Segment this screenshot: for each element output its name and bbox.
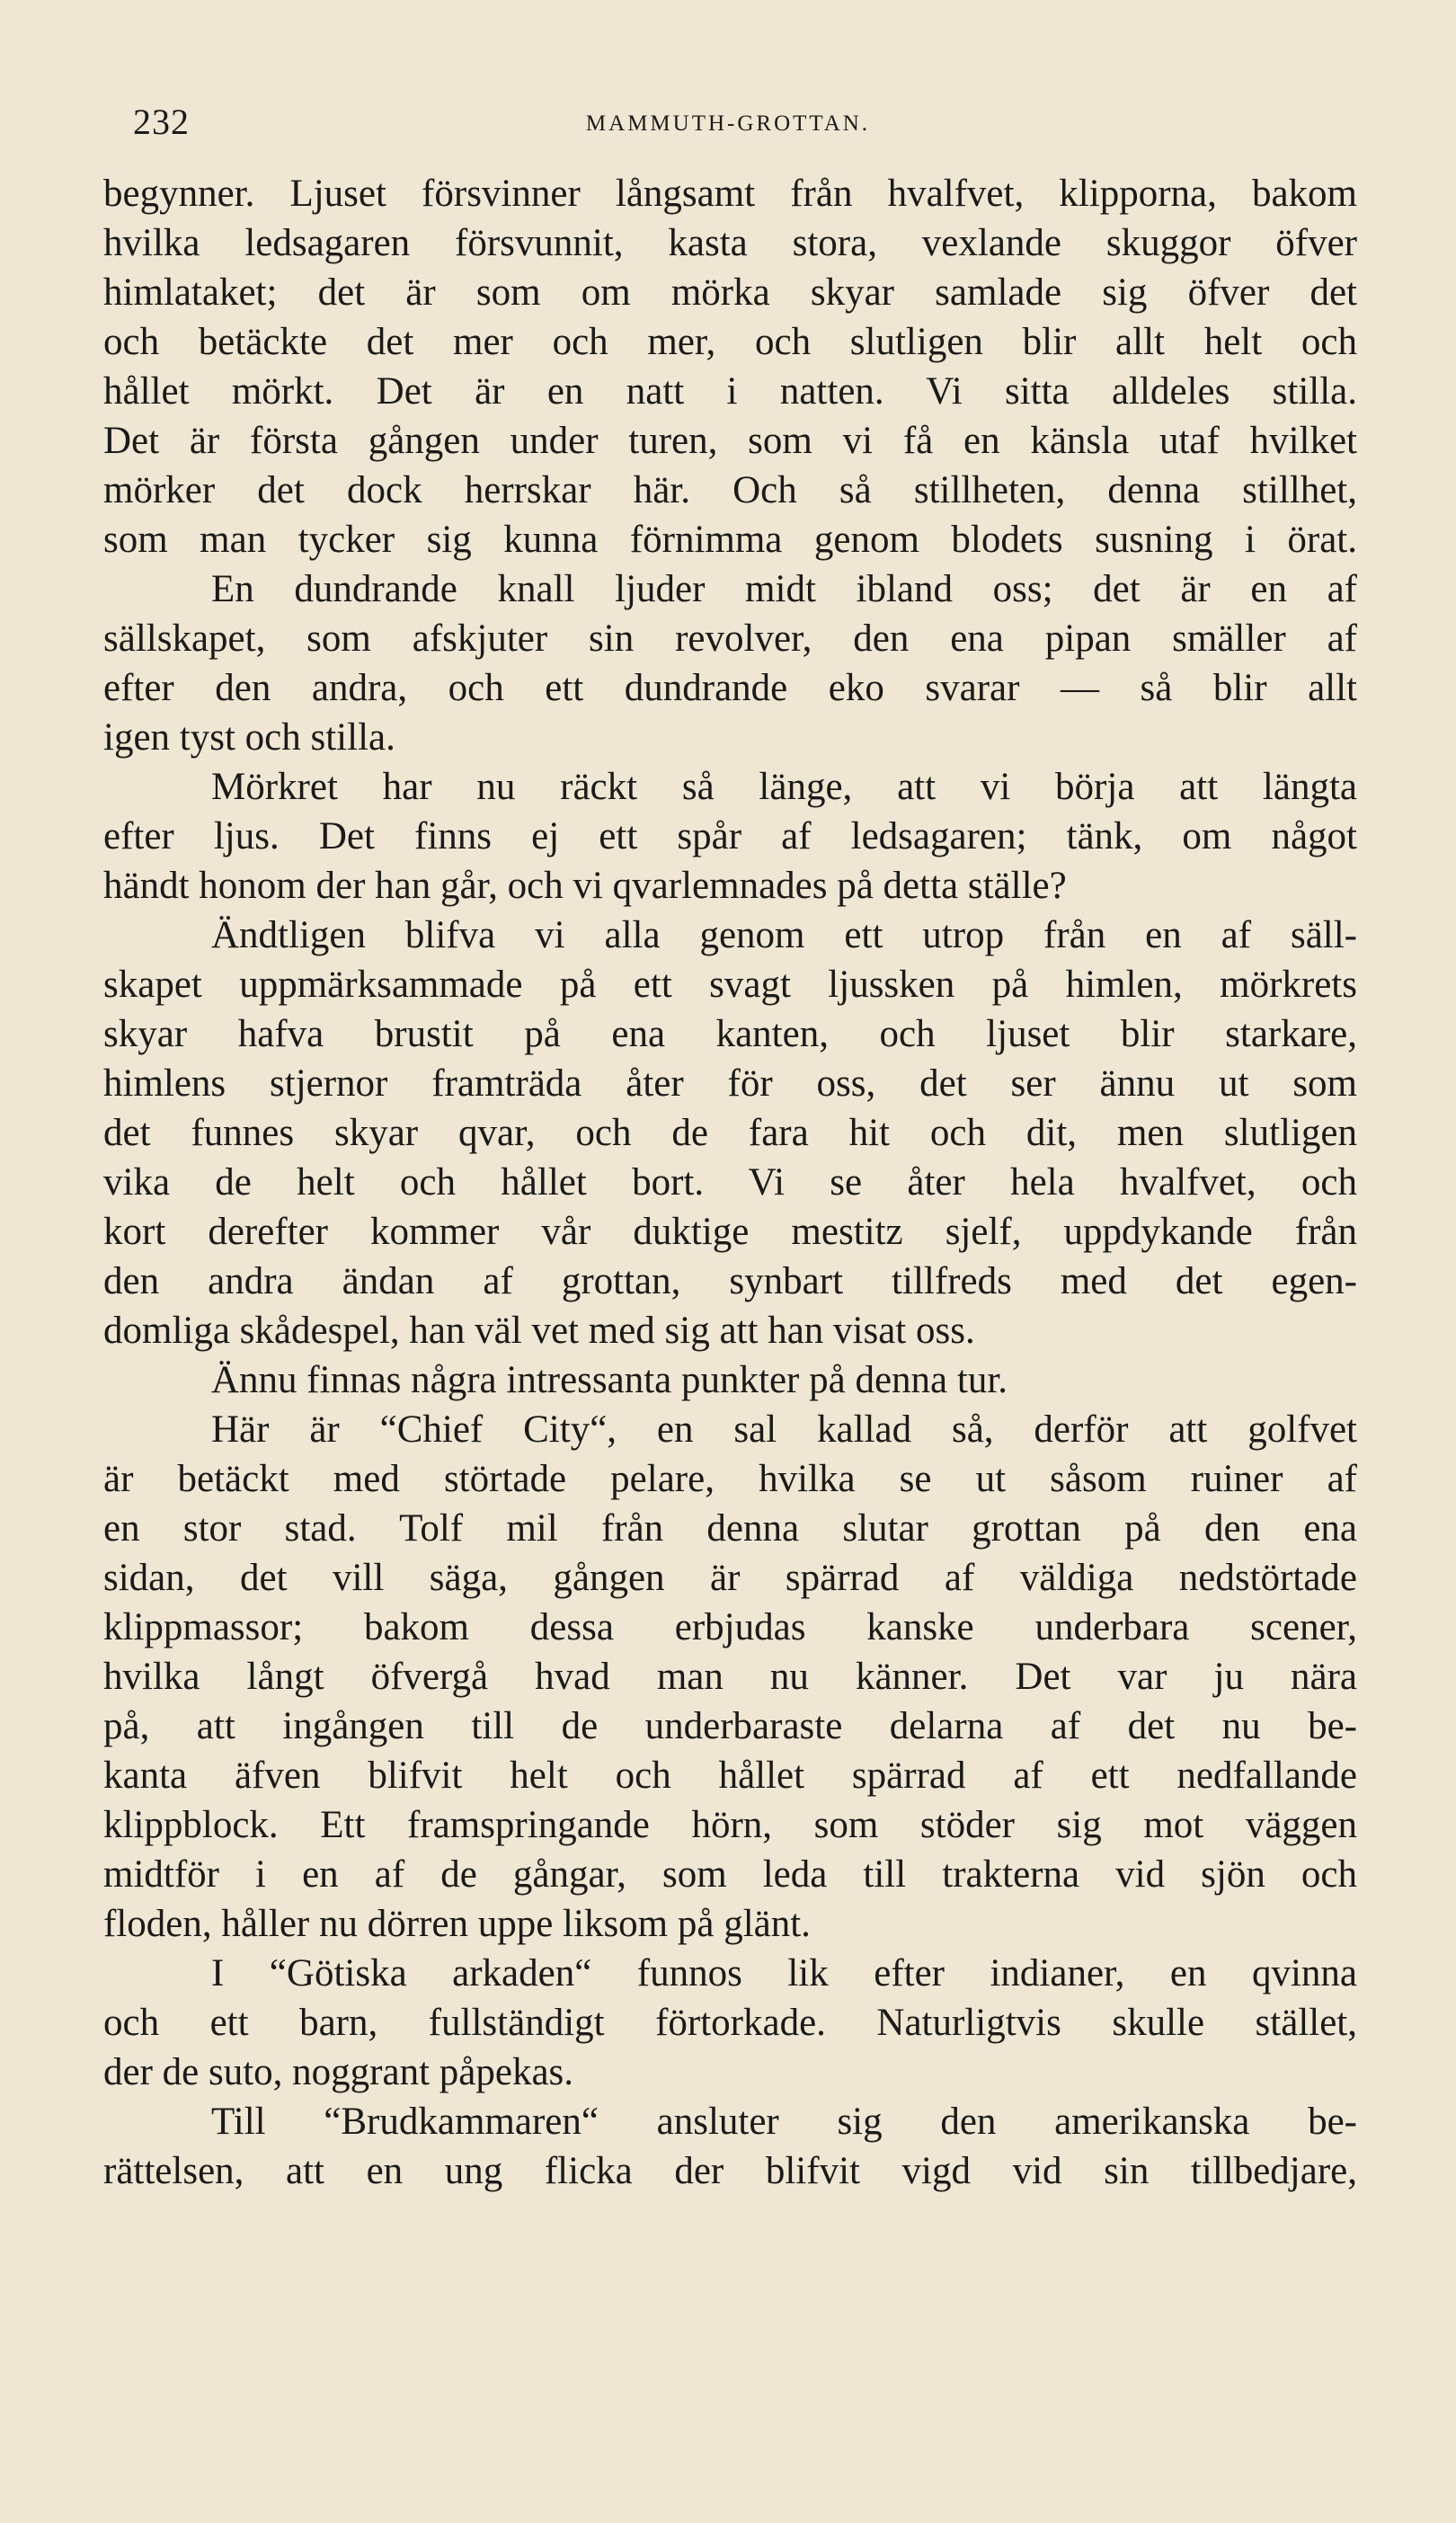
text-line: skapet uppmärksammade på ett svagt ljussken på himlen, mörkrets (103, 964, 1357, 1006)
text-line: hållet mörkt. Det är en natt i natten. Vi sitta alldeles stilla. (103, 370, 1357, 413)
text-line: Ändtligen blifva vi alla genom ett utrop från en af säll- (211, 914, 1357, 956)
page-number: 232 (133, 102, 190, 142)
text-line: midtför i en af de gångar, som leda till trakterna vid sjön och (103, 1853, 1357, 1896)
text-line: begynner. Ljuset försvinner långsamt från hvalfvet, klipporna, bakom (103, 173, 1357, 215)
text-line: som man tycker sig kunna förnimma genom blodets susning i örat. (103, 519, 1357, 561)
body-text (103, 169, 1357, 2196)
text-line: sidan, det vill säga, gången är spärrad af väldiga nedstörtade (103, 1557, 1357, 1599)
text-line: himlens stjernor framträda åter för oss, det ser ännu ut som (103, 1062, 1357, 1105)
text-line: Här är “Chief City“, en sal kallad så, derför att golfvet (211, 1408, 1357, 1451)
text-line: mörker det dock herrskar här. Och så stillheten, denna stillhet, (103, 469, 1357, 511)
text-line: klippmassor; bakom dessa erbjudas kanske underbara scener, (103, 1606, 1357, 1648)
text-line: och ett barn, fullständigt förtorkade. Naturligtvis skulle stället, (103, 2002, 1357, 2044)
text-line: är betäckt med störtade pelare, hvilka se ut såsom ruiner af (103, 1458, 1357, 1500)
text-line: domliga skådespel, han väl vet med sig att han visat oss. (103, 1310, 975, 1352)
text-line: och betäckte det mer och mer, och slutligen blir allt helt och (103, 321, 1357, 363)
text-line: Till “Brudkammaren“ ansluter sig den amerikanska be- (211, 2101, 1357, 2143)
text-line: himlataket; det är som om mörka skyar samlade sig öfver det (103, 271, 1357, 314)
text-line: floden, håller nu dörren uppe liksom på glänt. (103, 1903, 811, 1945)
text-line: på, att ingången till de underbaraste delarna af det nu be- (103, 1705, 1357, 1747)
text-line: kanta äfven blifvit helt och hållet spärrad af ett nedfallande (103, 1755, 1357, 1797)
text-line: igen tyst och stilla. (103, 716, 395, 759)
text-line: I “Götiska arkaden“ funnos lik efter indianer, en qvinna (211, 1952, 1357, 1994)
text-line: der de suto, noggrant påpekas. (103, 2051, 574, 2093)
text-line: vika de helt och hållet bort. Vi se åter hela hvalfvet, och (103, 1161, 1357, 1204)
text-line: efter den andra, och ett dundrande eko svarar — så blir allt (103, 667, 1357, 709)
text-line: klippblock. Ett framspringande hörn, som stöder sig mot väggen (103, 1804, 1357, 1846)
text-line: en stor stad. Tolf mil från denna slutar grottan på den ena (103, 1507, 1357, 1550)
text-line: hvilka ledsagaren försvunnit, kasta stora, vexlande skuggor öfver (103, 222, 1357, 264)
text-line: det funnes skyar qvar, och de fara hit och dit, men slutligen (103, 1112, 1357, 1154)
text-line: kort derefter kommer vår duktige mestitz sjelf, uppdykande från (103, 1211, 1357, 1253)
text-line: rättelsen, att en ung flicka der blifvit vigd vid sin tillbedjare, (103, 2150, 1357, 2192)
text-line: En dundrande knall ljuder midt ibland oss; det är en af (211, 568, 1357, 610)
running-head: MAMMUTH-GROTTAN. (585, 111, 871, 136)
text-line: sällskapet, som afskjuter sin revolver, den ena pipan smäller af (103, 617, 1357, 660)
text-line: efter ljus. Det finns ej ett spår af ledsagaren; tänk, om något (103, 815, 1357, 857)
text-line: Mörkret har nu räckt så länge, att vi börja att längta (211, 766, 1357, 808)
text-line: händt honom der han går, och vi qvarlemnades på detta ställe? (103, 865, 1067, 907)
text-line: den andra ändan af grottan, synbart tillfreds med det egen- (103, 1260, 1357, 1302)
text-line: skyar hafva brustit på ena kanten, och ljuset blir starkare, (103, 1013, 1357, 1055)
text-line: Det är första gången under turen, som vi få en känsla utaf hvilket (103, 420, 1357, 462)
text-line: hvilka långt öfvergå hvad man nu känner. Det var ju nära (103, 1656, 1357, 1698)
text-line: Ännu finnas några intressanta punkter på denna tur. (211, 1359, 1008, 1401)
